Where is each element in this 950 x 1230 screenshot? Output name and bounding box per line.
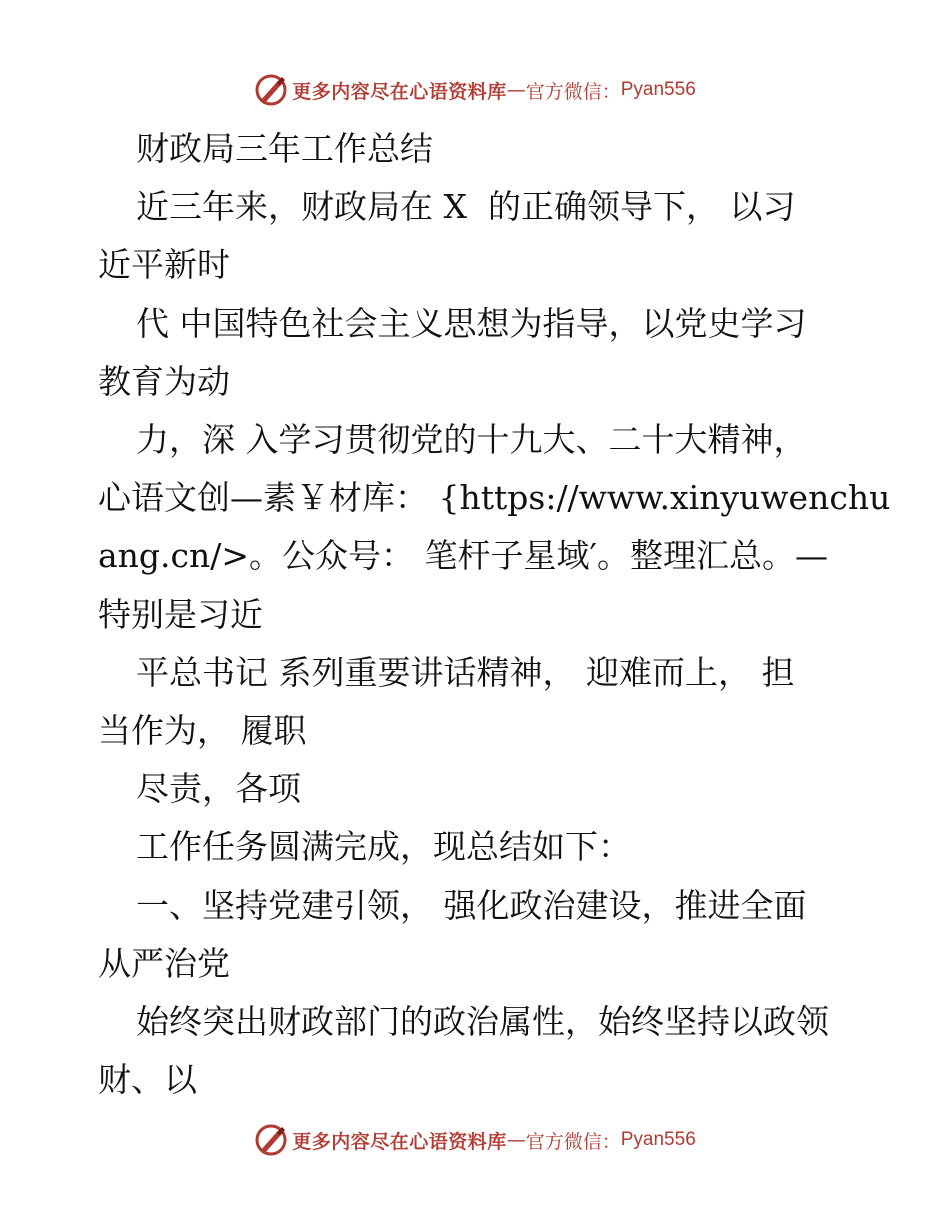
banner-wechat-label: 官方微信： <box>525 80 621 103</box>
banner-separator: — <box>506 1129 526 1151</box>
text-line: 代 中国特色社会主义思想为指导，以党史学习 <box>136 303 807 343</box>
footer-banner <box>0 1120 950 1160</box>
text-line: 尽责，各项 <box>136 769 301 809</box>
pen-logo-icon <box>254 1123 288 1157</box>
banner-separator: — <box>506 79 526 101</box>
banner-text: 更多内容尽在心语资料库 <box>292 1130 507 1153</box>
banner-wechat-label: 官方微信： <box>525 1130 621 1153</box>
text-line: 心语文创—素￥材库： {https://www.xinyuwenchu <box>98 478 891 518</box>
text-line: 财、以 <box>98 1060 197 1100</box>
document-body <box>98 120 891 1109</box>
text-line: 始终突出财政部门的政治属性，始终坚持以政领 <box>136 1002 829 1042</box>
document-title: 财政局三年工作总结 <box>136 129 433 168</box>
text-line: 当作为， 履职 <box>98 711 307 751</box>
text-line: 近三年来，财政局在 X 的正确领导下， 以习 <box>136 187 796 227</box>
banner-wechat-id: Pyan556 <box>620 1129 696 1150</box>
text-line: 教育为动 <box>98 361 230 401</box>
section-heading: 一、坚持党建引领， 强化政治建设，推进全面 <box>136 885 807 925</box>
header-banner <box>0 70 950 110</box>
text-line: ang.cn/>。公众号： 笔杆子星域′。整理汇总。— <box>98 536 829 576</box>
text-line: 力，深 入学习贯彻党的十九大、二十大精神， <box>136 420 807 460</box>
pen-logo-icon <box>254 73 288 107</box>
banner-wechat-id: Pyan556 <box>620 79 696 100</box>
text-line: 近平新时 <box>98 245 230 285</box>
text-line: 工作任务圆满完成，现总结如下： <box>136 827 631 867</box>
text-line: 特别是习近 <box>98 594 263 634</box>
text-line: 平总书记 系列重要讲话精神， 迎难而上， 担 <box>136 652 795 692</box>
text-line: 从严治党 <box>98 943 230 983</box>
banner-text: 更多内容尽在心语资料库 <box>292 80 507 103</box>
